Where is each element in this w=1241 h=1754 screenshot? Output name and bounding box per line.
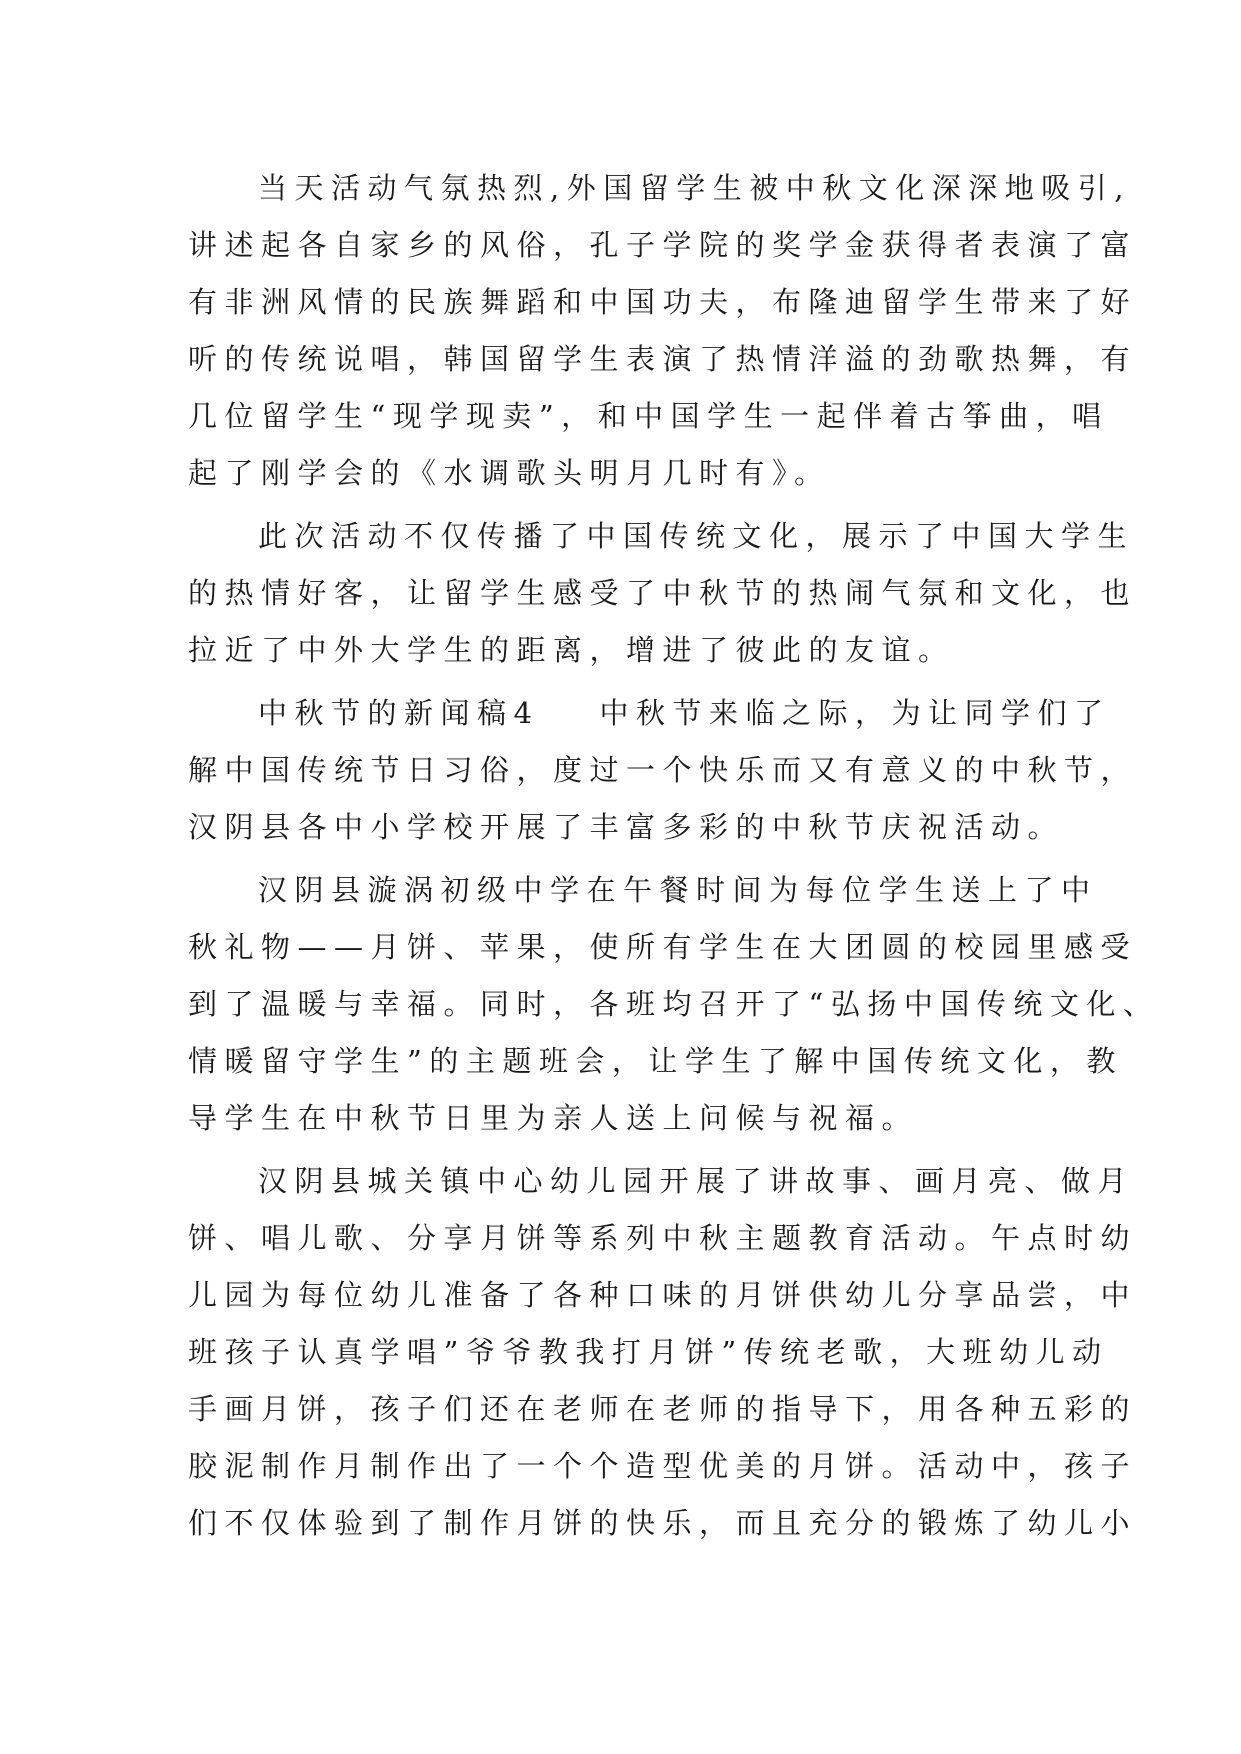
text-line: 手画月饼，孩子们还在老师在老师的指导下，用各种五彩的	[188, 1392, 1138, 1426]
text-line: 的热情好客，让留学生感受了中秋节的热闹气氛和文化，也	[188, 576, 1138, 610]
document-body	[188, 160, 1160, 1558]
text-line: 拉近了中外大学生的距离，增进了彼此的友谊。	[188, 633, 955, 667]
paragraph-news-draft-4	[188, 685, 1138, 856]
text-line: 起了刚学会的《水调歌头明月几时有》。	[188, 456, 831, 490]
text-line: 汉阴县各中小学校开展了丰富多彩的中秋节庆祝活动。	[188, 810, 1065, 844]
paragraph-kindergarten	[188, 1153, 1138, 1552]
text-line: 班孩子认真学唱”爷爷教我打月饼”传统老歌，大班幼儿动	[188, 1335, 1109, 1369]
text-line: 当天活动气氛热烈,外国留学生被中秋文化深深地吸引,	[258, 171, 1131, 205]
text-line: 几位留学生“现学现卖”，和中国学生一起伴着古筝曲，唱	[188, 399, 1109, 433]
text-line: 们不仅体验到了制作月饼的快乐，而且充分的锻炼了幼儿小	[188, 1506, 1138, 1540]
text-line: 到了温暖与幸福。同时，各班均召开了“弘扬中国传统文化、	[188, 987, 1160, 1021]
text-line: 导学生在中秋节日里为亲人送上问候与祝福。	[188, 1101, 919, 1135]
paragraph-activity-atmosphere	[188, 160, 1138, 502]
heading-tail-text: 中秋节来临之际，为让同学们了	[599, 696, 1111, 730]
text-line: 讲述起各自家乡的风俗，孔子学院的奖学金获得者表演了富	[188, 228, 1138, 262]
text-line: 秋礼物——月饼、苹果，使所有学生在大团圆的校园里感受	[188, 930, 1138, 964]
heading-line	[188, 685, 1111, 742]
section-heading: 中秋节的新闻稿4	[258, 696, 540, 730]
text-line: 胶泥制作月制作出了一个个造型优美的月饼。活动中，孩子	[188, 1449, 1138, 1483]
text-line: 听的传统说唱，韩国留学生表演了热情洋溢的劲歌热舞，有	[188, 342, 1138, 376]
text-line: 解中国传统节日习俗，度过一个快乐而又有意义的中秋节，	[188, 753, 1138, 787]
text-line: 饼、唱儿歌、分享月饼等系列中秋主题教育活动。午点时幼	[188, 1221, 1138, 1255]
text-line: 汉阴县城关镇中心幼儿园开展了讲故事、画月亮、做月	[258, 1164, 1135, 1198]
paragraph-middle-school	[188, 862, 1160, 1147]
text-line: 有非洲风情的民族舞蹈和中国功夫，布隆迪留学生带来了好	[188, 285, 1138, 319]
text-line: 汉阴县漩涡初级中学在午餐时间为每位学生送上了中	[258, 873, 1098, 907]
paragraph-activity-significance	[188, 508, 1138, 679]
text-line: 儿园为每位幼儿准备了各种口味的月饼供幼儿分享品尝，中	[188, 1278, 1138, 1312]
text-line: 此次活动不仅传播了中国传统文化，展示了中国大学生	[258, 519, 1135, 553]
text-line: 情暖留守学生”的主题班会，让学生了解中国传统文化，教	[188, 1044, 1123, 1078]
